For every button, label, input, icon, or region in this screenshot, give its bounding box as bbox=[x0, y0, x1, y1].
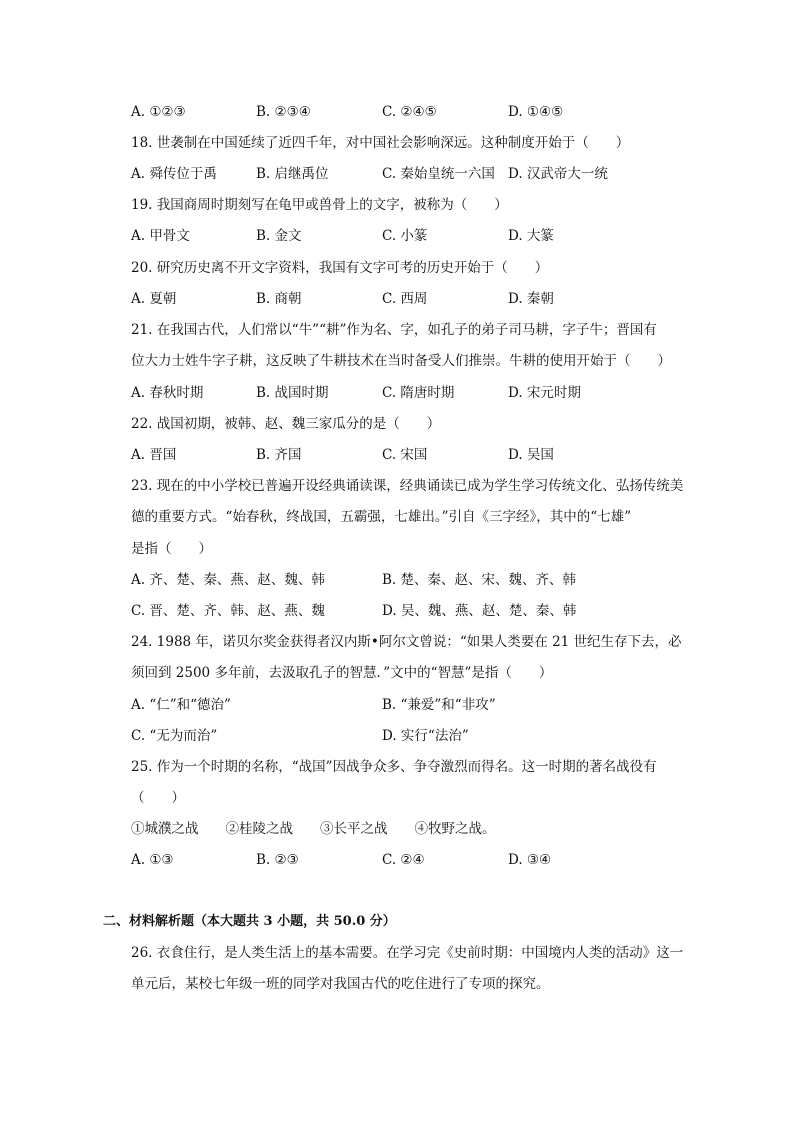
q21-stem-line2: 位大力士姓牛字子耕，这反映了牛耕技术在当时备受人们推崇。牛耕的使用开始于（ ） bbox=[131, 353, 671, 369]
q24-stem-line2: 须回到 2500 多年前，去汲取孔子的智慧．”文中的“智慧”是指（ ） bbox=[131, 665, 553, 681]
q24-option-d: D. 实行“法治” bbox=[382, 728, 469, 744]
q19-stem: 19. 我国商周时期刻写在龟甲或兽骨上的文字，被称为（ ） bbox=[131, 197, 508, 213]
q24-options-row1 bbox=[131, 693, 694, 717]
q18-options bbox=[131, 162, 694, 186]
q17-option-a: A. ①②③ bbox=[131, 104, 186, 120]
q17-option-b: B. ②③④ bbox=[256, 104, 311, 120]
q17-option-d: D. ①④⑤ bbox=[508, 104, 564, 120]
q23-options-row2 bbox=[131, 599, 694, 623]
q23-option-b: B. 楚、秦、赵、宋、魏、齐、韩 bbox=[382, 572, 577, 588]
q25-option-b: B. ②③ bbox=[256, 852, 299, 868]
q25-options bbox=[131, 848, 694, 872]
q21-stem-line1: 21. 在我国古代，人们常以“牛”“耕”作为名、字，如孔子的弟子司马耕，字子牛；晋国有 bbox=[131, 322, 657, 338]
q21-options bbox=[131, 381, 694, 405]
q22-option-d: D. 吴国 bbox=[508, 447, 554, 463]
q20-stem: 20. 研究历史离不开文字资料，我国有文字可考的历史开始于（ ） bbox=[131, 260, 549, 276]
q20-option-d: D. 秦朝 bbox=[508, 291, 554, 307]
q23-stem-line3: 是指（ ） bbox=[131, 541, 212, 557]
section-2-title: 二、材料解析题（本大题共 3 小题，共 50.0 分） bbox=[103, 914, 396, 929]
q23-option-d: D. 吴、魏、燕、赵、楚、秦、韩 bbox=[382, 603, 577, 619]
q24-option-c: C. “无为而治” bbox=[131, 728, 218, 744]
q25-option-a: A. ①③ bbox=[131, 852, 174, 868]
q26-stem-line2: 单元后，某校七年级一班的同学对我国古代的吃住进行了专项的探究。 bbox=[131, 976, 550, 992]
q25-stem-line1: 25. 作为一个时期的名称，“战国”因战争众多、争夺激烈而得名。这一时期的著名战役有 bbox=[131, 759, 657, 775]
q24-options-row2 bbox=[131, 724, 694, 748]
q22-options bbox=[131, 443, 694, 467]
q24-option-b: B. “兼爱”和“非攻” bbox=[382, 697, 496, 713]
q22-option-a: A. 晋国 bbox=[131, 447, 177, 463]
q23-stem-line1: 23. 现在的中小学校已普遍开设经典诵读课，经典诵读已成为学生学习传统文化、弘扬传统美 bbox=[131, 478, 684, 494]
q20-option-b: B. 商朝 bbox=[256, 291, 302, 307]
q17-options bbox=[131, 100, 694, 124]
q19-option-a: A. 甲骨文 bbox=[131, 228, 190, 244]
q20-options bbox=[131, 287, 694, 311]
q21-option-d: D. 宋元时期 bbox=[508, 385, 581, 401]
q25-option-d: D. ③④ bbox=[508, 852, 552, 868]
q20-option-c: C. 西周 bbox=[382, 291, 428, 307]
q25-items: ①城濮之战 ②桂陵之战 ③长平之战 ④牧野之战。 bbox=[131, 821, 496, 837]
q18-option-c: C. 秦始皇统一六国 bbox=[382, 166, 495, 182]
q26-stem-line1: 26. 衣食住行，是人类生活上的基本需要。在学习完《史前时期：中国境内人类的活动》这一 bbox=[131, 945, 684, 961]
q23-option-c: C. 晋、楚、齐、韩、赵、燕、魏 bbox=[131, 603, 325, 619]
q19-option-d: D. 大篆 bbox=[508, 228, 554, 244]
q18-option-b: B. 启继禹位 bbox=[256, 166, 329, 182]
q22-option-c: C. 宋国 bbox=[382, 447, 428, 463]
q24-option-a: A. “仁”和“德治” bbox=[131, 697, 231, 713]
q18-option-d: D. 汉武帝大一统 bbox=[508, 166, 608, 182]
q21-option-a: A. 春秋时期 bbox=[131, 385, 204, 401]
q24-stem-line1: 24. 1988 年，诺贝尔奖金获得者汉内斯•阿尔文曾说：“如果人类要在 21 世纪生存下去，必 bbox=[131, 634, 682, 650]
q19-option-c: C. 小篆 bbox=[382, 228, 428, 244]
q18-stem: 18. 世袭制在中国延续了近四千年，对中国社会影响深远。这种制度开始于（ ） bbox=[131, 135, 630, 151]
q22-option-b: B. 齐国 bbox=[256, 447, 302, 463]
q21-option-b: B. 战国时期 bbox=[256, 385, 329, 401]
q18-option-a: A. 舜传位于禹 bbox=[131, 166, 217, 182]
q20-option-a: A. 夏朝 bbox=[131, 291, 177, 307]
q19-option-b: B. 金文 bbox=[256, 228, 302, 244]
q23-option-a: A. 齐、楚、秦、燕、赵、魏、韩 bbox=[131, 572, 325, 588]
q17-option-c: C. ②④⑤ bbox=[382, 104, 437, 120]
q25-stem-line2: （ ） bbox=[131, 790, 185, 806]
q23-stem-line2: 德的重要方式。“始春秋，终战国，五霸强，七雄出。”引自《三字经》，其中的“七雄” bbox=[131, 509, 632, 525]
q23-options-row1 bbox=[131, 568, 694, 592]
q22-stem: 22. 战国初期，被韩、赵、魏三家瓜分的是（ ） bbox=[131, 416, 441, 432]
q21-option-c: C. 隋唐时期 bbox=[382, 385, 455, 401]
q25-option-c: C. ②④ bbox=[382, 852, 425, 868]
q19-options bbox=[131, 224, 694, 248]
